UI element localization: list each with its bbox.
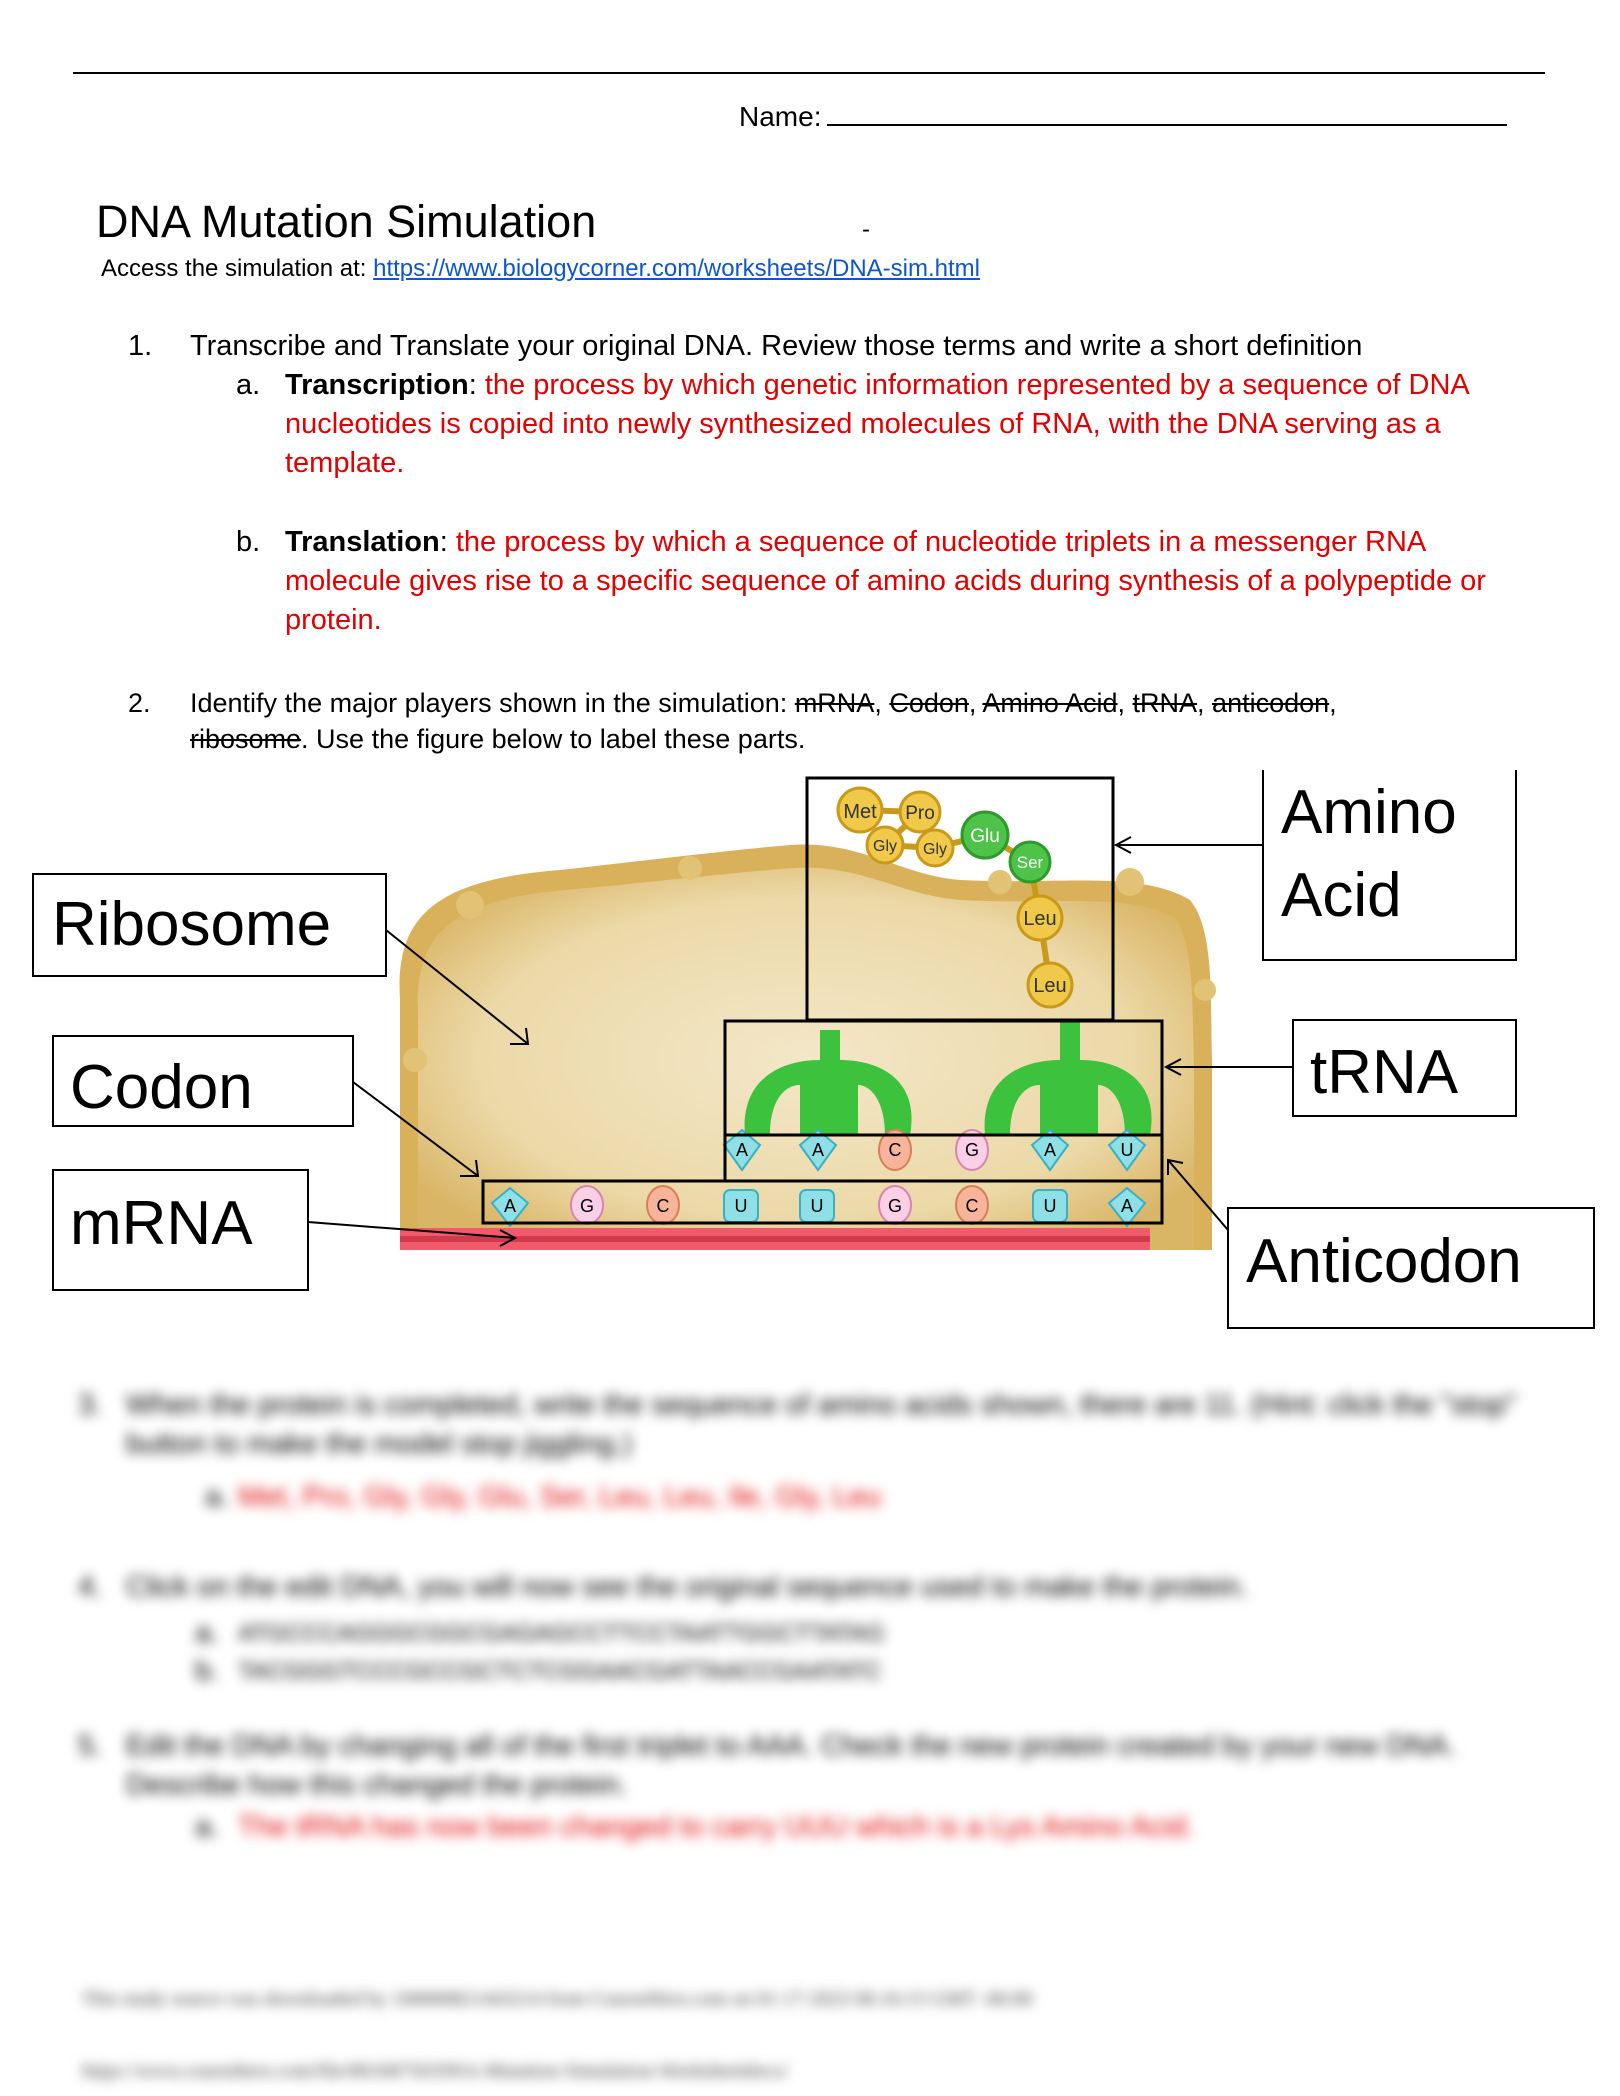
codon-base: A: [1120, 1196, 1134, 1216]
q1-b-marker: b.: [236, 526, 261, 558]
aa-label: Leu: [1033, 975, 1067, 997]
q1-a-answer: Transcription: the process by which genetic information represented by a sequence of DNA nucleotides is copied into newly synthesized molecules of RNA, with the DNA serving as a template.: [285, 369, 1469, 479]
name-label: Name:: [739, 101, 822, 132]
q4-a-seq: ATGCCCAGGGCGGCGAGAGCCTTCCTAATTGGCTTATAG: [238, 1620, 885, 1647]
name-blank-line[interactable]: [827, 98, 1507, 126]
q1-b-answer: Translation: the process by which a sequence of nucleotide triplets in a messenger RNA molecule gives rise to a specific sequence of amino acids during synthesis of a polypeptide or protein.: [285, 526, 1486, 636]
term-ribosome: ribosome: [190, 724, 302, 754]
mrna-label: mRNA: [70, 1189, 253, 1258]
term-mrna: mRNA: [794, 688, 875, 718]
footer-url-line[interactable]: https://www.coursehero.com/file/80168750/DNA-Mutation-Simulation-Worksheetdocx/: [82, 2060, 789, 2082]
translation-term: Translation: [285, 526, 440, 558]
q5-a-answer: The tRNA has now been changed to carry UUU which is a Lys Amino Acid.: [238, 1811, 1195, 1843]
q4-b-marker: b.: [195, 1655, 220, 1687]
anticodon-base: A: [1043, 1140, 1057, 1160]
codon-base: U: [1043, 1196, 1057, 1216]
q4-a-marker: a.: [195, 1617, 220, 1649]
ribosome-label: Ribosome: [52, 890, 332, 959]
q1-number: 1.: [128, 330, 153, 362]
q2-prefix: Identify the major players shown in the simulation:: [190, 688, 788, 718]
q4-number: 4.: [78, 1571, 103, 1603]
term-trna: tRNA: [1132, 688, 1198, 718]
transcription-definition: the process by which genetic information represented by a sequence of DNA nucleotides is copied into newly synthesized molecules of RNA, with the DNA serving as a template.: [285, 369, 1469, 479]
title-dash: -: [862, 216, 870, 243]
name-field: [739, 98, 1507, 133]
aa-label: Leu: [1023, 908, 1057, 930]
codon-bases: [492, 1186, 1145, 1226]
aa-label: Gly: [923, 841, 947, 858]
codon-base: G: [579, 1196, 595, 1216]
q4-b-seq: TACGGGTCCCGCCGCTCTCGGAACGATTAACCGAATATC: [238, 1658, 882, 1685]
q5-a-marker: a.: [195, 1811, 220, 1843]
codon-base: C: [656, 1196, 670, 1216]
codon-base: G: [887, 1196, 903, 1216]
aa-label: Met: [843, 801, 877, 823]
q2-suffix: . Use the figure below to label these parts.: [301, 724, 806, 754]
blurred-preview-region: [0, 1250, 1620, 2096]
anticodon-base: A: [735, 1140, 749, 1160]
q3-a-marker: a.: [205, 1481, 230, 1513]
q1-text: Transcribe and Translate your original DNA. Review those terms and write a short definition: [190, 330, 1363, 362]
q5-text: Edit the DNA by changing all of the first triplet to AAA. Check the new protein created by your new DNA. Describe how this changed the protein.: [126, 1730, 1456, 1801]
amino-acid-label-line1: Amino: [1281, 778, 1457, 847]
anticodon-base: A: [811, 1140, 825, 1160]
codon-base: U: [734, 1196, 748, 1216]
q2-number: 2.: [128, 688, 151, 718]
footer-source-line: This study source was downloaded by 100000821443214 from CourseHero.com on 01-17-2023 06:16:15 GMT -06:00: [82, 1988, 1033, 2010]
q3-number: 3.: [78, 1389, 103, 1421]
q3-text: When the protein is completed, write the sequence of amino acids shown, there are 11. (Hint: click the "stop" button to make the model stop jiggling.): [126, 1389, 1517, 1460]
codon-base: C: [965, 1196, 979, 1216]
codon-label: Codon: [70, 1053, 253, 1122]
codon-base: U: [810, 1196, 824, 1216]
aa-label: Gly: [873, 838, 897, 855]
q4-text: Click on the edit DNA, you will now see the original sequence used to make the protein.: [126, 1571, 1248, 1603]
q1-a-marker: a.: [236, 369, 261, 401]
q2-text: Identify the major players shown in the simulation: mRNA, Codon, Amino Acid, tRNA, anticodon, ribosome. Use the figure below to label these parts.: [190, 688, 1337, 754]
aa-label: Ser: [1016, 853, 1044, 872]
anticodon-base: C: [888, 1140, 902, 1160]
term-codon: Codon: [889, 688, 969, 718]
q3-a-answer: Met, Pro, Gly, Gly, Glu, Ser, Leu, Leu, Ile, Gly, Leu: [238, 1481, 882, 1513]
term-amino-acid: Amino Acid: [982, 688, 1118, 718]
simulation-link[interactable]: https://www.biologycorner.com/worksheets/DNA-sim.html: [373, 255, 980, 282]
trna-label: tRNA: [1310, 1038, 1459, 1107]
anticodon-label: Anticodon: [1246, 1227, 1522, 1296]
aa-label: Glu: [970, 826, 1000, 847]
q5-number: 5.: [78, 1730, 103, 1762]
anticodon-base: U: [1120, 1140, 1134, 1160]
translation-definition: the process by which a sequence of nucleotide triplets in a messenger RNA molecule gives rise to a specific sequence of amino acids during synthesis of a polypeptide or protein.: [285, 526, 1486, 636]
transcription-term: Transcription: [285, 369, 469, 401]
codon-base: A: [503, 1196, 517, 1216]
top-rule: [73, 72, 1545, 74]
aa-label: Pro: [905, 803, 935, 824]
access-prefix: Access the simulation at:: [101, 255, 367, 282]
access-line: [101, 255, 980, 283]
amino-acid-label-line2: Acid: [1281, 861, 1402, 930]
anticodon-base: G: [964, 1140, 980, 1160]
page-title: DNA Mutation Simulation: [96, 196, 597, 247]
term-anticodon: anticodon: [1212, 688, 1330, 718]
